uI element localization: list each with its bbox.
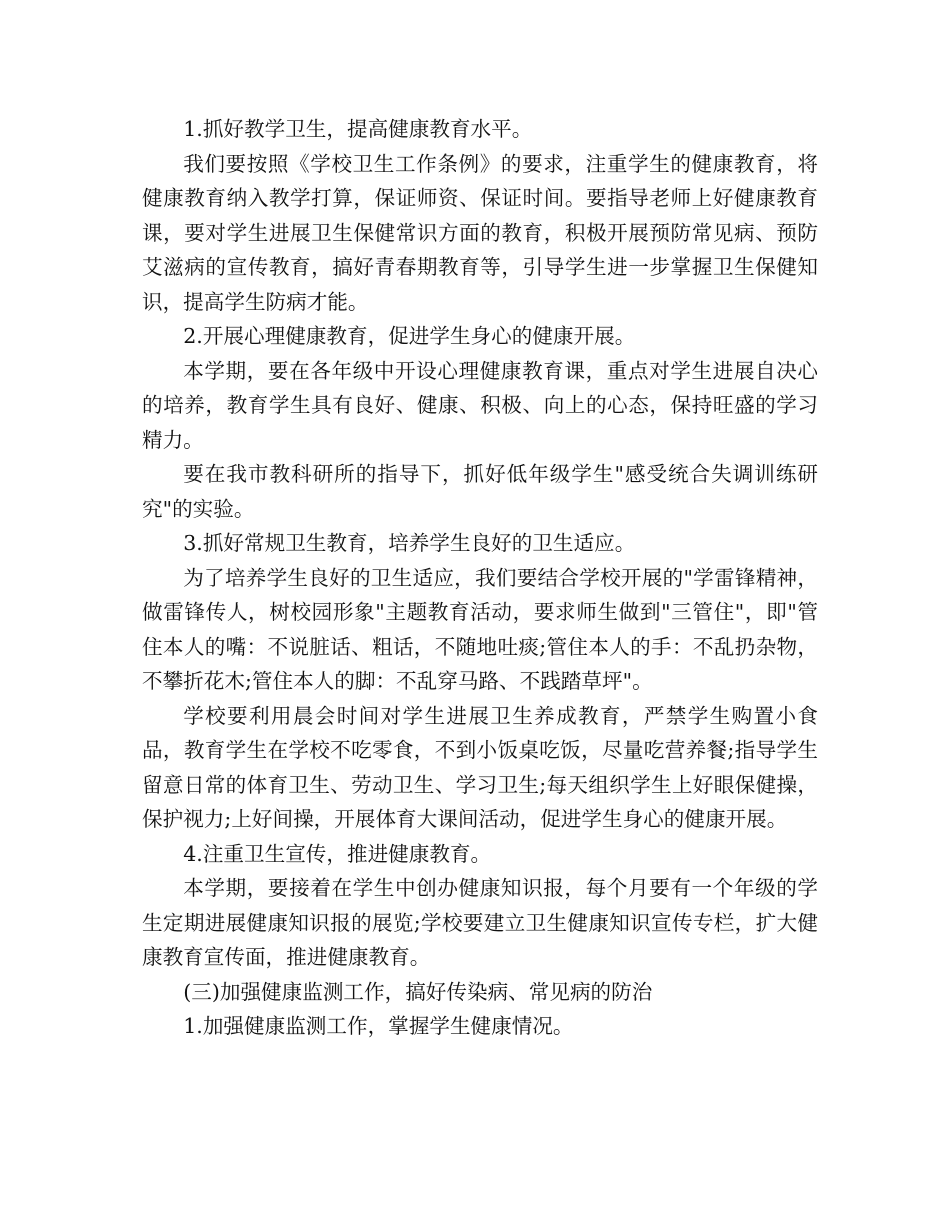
paragraph: 本学期，要在各年级中开设心理健康教育课，重点对学生进展自决心的培养，教育学生具有良好、健康、积极、向上的心态，保持旺盛的学习精力。 <box>142 358 818 452</box>
section-heading: (三)加强健康监测工作，搞好传染病、常见病的防治 <box>183 979 653 1004</box>
paragraph-heading-5: 1.加强健康监测工作，掌握学生健康情况。 <box>183 1014 574 1038</box>
document-page <box>142 112 818 1044</box>
paragraph: 要在我市教科研所的指导下，抓好低年级学生"感受统合失调训练研究"的实验。 <box>142 462 818 521</box>
paragraph-heading-1: 1.抓好教学卫生，提高健康教育水平。 <box>183 117 533 141</box>
paragraph-heading-3: 3.抓好常规卫生教育，培养学生良好的卫生适应。 <box>183 531 636 555</box>
paragraph: 学校要利用晨会时间对学生进展卫生养成教育，严禁学生购置小食品，教育学生在学校不吃零食，不到小饭桌吃饭，尽量吃营养餐;指导学生留意日常的体育卫生、劳动卫生、学习卫生;每天组织学生上好眼保健操，保护视力;上好间操，开展体育大课间活动，促进学生身心的健康开展。 <box>142 703 818 831</box>
paragraph: 为了培养学生良好的卫生适应，我们要结合学校开展的"学雷锋精神，做雷锋传人，树校园形象"主题教育活动，要求师生做到"三管住"，即"管住本人的嘴：不说脏话、粗话，不随地吐痰;管住本人的手：不乱扔杂物，不攀折花木;管住本人的脚：不乱穿马路、不践踏草坪"。 <box>142 565 818 693</box>
paragraph: 我们要按照《学校卫生工作条例》的要求，注重学生的健康教育，将健康教育纳入教学打算，保证师资、保证时间。要指导老师上好健康教育课，要对学生进展卫生保健常识方面的教育，积极开展预防常见病、预防艾滋病的宣传教育，搞好青春期教育等，引导学生进一步掌握卫生保健知识，提高学生防病才能。 <box>142 151 818 314</box>
paragraph-heading-2: 2.开展心理健康教育，促进学生身心的健康开展。 <box>183 324 636 348</box>
paragraph: 本学期，要接着在学生中创办健康知识报，每个月要有一个年级的学生定期进展健康知识报的展览;学校要建立卫生健康知识宣传专栏，扩大健康教育宣传面，推进健康教育。 <box>142 876 818 969</box>
paragraph-heading-4: 4.注重卫生宣传，推进健康教育。 <box>183 841 492 866</box>
